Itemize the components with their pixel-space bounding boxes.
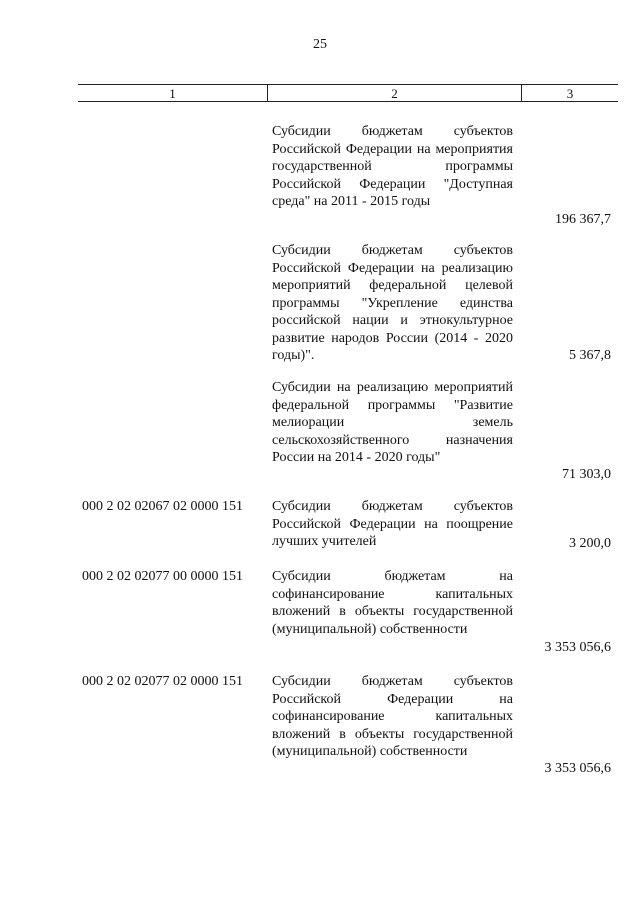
table-row bbox=[0, 673, 640, 777]
column-header-2: 2 bbox=[268, 85, 522, 101]
table-row bbox=[0, 379, 640, 483]
budget-code: 000 2 02 02077 02 0000 151 bbox=[82, 674, 243, 689]
row-amount: 3 200,0 bbox=[569, 535, 611, 551]
row-amount: 196 367,7 bbox=[555, 211, 611, 227]
row-amount: 5 367,8 bbox=[569, 347, 611, 363]
row-description: Субсидии бюджетам субъектов Российской Федерации на софинансирование капитальных вложений в объекты государственной (муниципальной) собственности bbox=[272, 674, 513, 759]
row-amount: 71 303,0 bbox=[562, 466, 611, 482]
row-description: Субсидии бюджетам субъектов Российской Федерации на поощрение лучших учителей bbox=[272, 499, 513, 549]
row-amount: 3 353 056,6 bbox=[544, 639, 611, 655]
column-header-3: 3 bbox=[566, 86, 574, 101]
row-description: Субсидии бюджетам субъектов Российской Федерации на реализацию мероприятий федеральной целевой программы "Укрепление единства российской нации и этнокультурное развитие народов России (2014 - 2020 годы)". bbox=[272, 243, 513, 363]
row-amount: 3 353 056,6 bbox=[544, 760, 611, 776]
column-header-1: 1 bbox=[78, 85, 268, 101]
table-row bbox=[0, 123, 640, 228]
row-description: Субсидии на реализацию мероприятий федеральной программы "Развитие мелиорации земель сельскохозяйственного назначения России на 2014 - 2020 годы" bbox=[272, 380, 513, 465]
row-description: Субсидии бюджетам на софинансирование капитальных вложений в объекты государственной (муниципальной) собственности bbox=[272, 569, 513, 637]
page-number: 25 bbox=[313, 37, 327, 52]
table-row bbox=[0, 242, 640, 364]
budget-code: 000 2 02 02077 00 0000 151 bbox=[82, 569, 243, 584]
table-row bbox=[0, 498, 640, 552]
row-description: Субсидии бюджетам субъектов Российской Федерации на мероприятия государственной программы Российской Федерации "Доступная среда" на 2011 - 2015 годы bbox=[272, 124, 513, 209]
budget-code: 000 2 02 02067 02 0000 151 bbox=[82, 499, 243, 514]
table-row bbox=[0, 568, 640, 656]
